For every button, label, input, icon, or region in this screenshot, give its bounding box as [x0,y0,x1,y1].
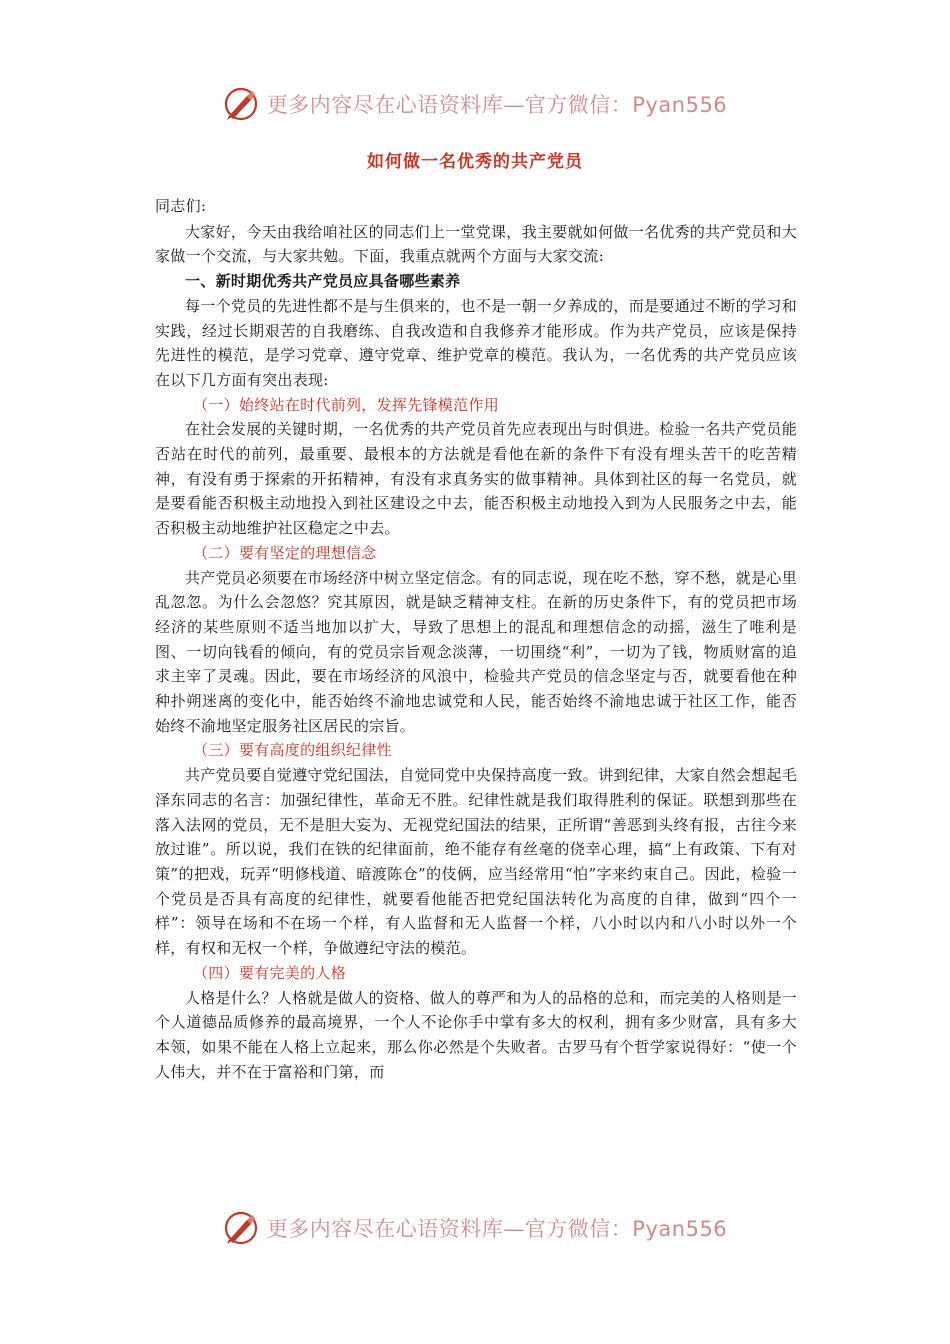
pen-logo-icon [223,86,259,122]
footer-banner-wechat: 官方微信：Pyan556 [524,1217,728,1241]
section-1-paragraph: 每一个党员的先进性都不是与生俱来的，也不是一朝一夕养成的，而是要通过不断的学习和实践，经过长期艰苦的自我磨练、自我改造和自我修养才能形成。作为共产党员，应该是保持先进性的模范，是学习党章、遵守党章、维护党章的模范。我认为，一名优秀的共产党员应该在以下几方面有突出表现: [155,296,798,389]
header-banner-main: 更多内容尽在心语资料库 [266,93,504,117]
subsection-1-paragraph: 在社会发展的关键时期，一名优秀的共产党员首先应表现出与时俱进。检验一名共产党员能否站在时代的前列，最重要、最根本的方法就是看他在新的条件下有没有埋头苦干的吃苦精神，有没有勇于探索的开拓精神，有没有求真务实的做事精神。具体到社区的每一名党员，就是要看能否积极主动地投入到社区建设之中去，能否积极主动地投入到为人民服务之中去，能否积极主动地维护社区稳定之中去。 [155,420,798,538]
footer-banner-main: 更多内容尽在心语资料库 [266,1217,504,1241]
section-1-heading: 一、新时期优秀共产党员应具备哪些素养 [185,272,461,291]
subsection-2-paragraph: 共产党员必须要在市场经济中树立坚定信念。有的同志说，现在吃不愁，穿不愁，就是心里乱忽忽。为什么会忽悠？究其原因，就是缺乏精神支柱。在新的历史条件下，有的党员把市场经济的某些原则不适当地加以扩大，导致了思想上的混乱和理想信念的动摇，滋生了唯利是图、一切向钱看的倾向，有的党员宗旨观念淡薄，一切围绕“利”，一切为了钱，物质财富的追求主宰了灵魂。因此，要在市场经济的风浪中，检验共产党员的信念坚定与否，就要看他在种种扑朔迷离的变化中，能否始终不渝地忠诚党和人民，能否始终不渝地忠诚于社区工作，能否始终不渝地坚定服务社区居民的宗旨。 [155,568,798,735]
document-body [155,194,797,1084]
subsection-4-paragraph: 人格是什么？人格就是做人的资格、做人的尊严和为人的品格的总和，而完美的人格则是一个人道德品质修养的最高境界，一个人不论你手中掌有多大的权利，拥有多少财富，具有多大本领，如果不能在人格上立起来，那么你必然是个失败者。古罗马有个哲学家说得好：“使一个人伟大，并不在于富裕和门第，而 [155,988,798,1081]
greeting: 同志们: [155,197,207,215]
intro-paragraph: 大家好，今天由我给咱社区的同志们上一堂党课，我主要就如何做一名优秀的共产党员和大家做一个交流，与大家共勉。下面，我重点就两个方面与大家交流: [155,222,798,266]
pen-logo-icon [223,1210,259,1246]
subsection-3-heading: （三）要有高度的组织纪律性 [193,741,392,760]
subsection-2-heading: （二）要有坚定的理想信念 [193,543,377,562]
subsection-4-heading: （四）要有完美的人格 [193,963,347,982]
header-banner-text [267,89,727,119]
footer-banner-dash: — [503,1217,525,1241]
header-banner-dash: — [503,93,525,117]
subsection-3-paragraph: 共产党员要自觉遵守党纪国法，自觉同党中央保持高度一致。讲到纪律，大家自然会想起毛泽东同志的名言：加强纪律性，革命无不胜。纪律性就是我们取得胜利的保证。联想到那些在落入法网的党员，无不是胆大妄为、无视党纪国法的结果，正所谓“善恶到头终有报，古往今来放过谁”。所以说，我们在铁的纪律面前，绝不能存有丝毫的侥幸心理，搞“上有政策、下有对策”的把戏，玩弄“明修栈道、暗渡陈仓”的伎俩，应当经常用“怕”字来约束自己。因此，检验一个党员是否具有高度的纪律性，就要看他能否把党纪国法转化为高度的自律，做到“四个一样”：领导在场和不在场一个样，有人监督和无人监督一个样，八小时以内和八小时以外一个样，有权和无权一个样，争做遵纪守法的模范。 [155,766,798,958]
footer-banner [0,1208,950,1248]
footer-banner-text [267,1213,727,1243]
subsection-1-heading: （一）始终站在时代前列，发挥先锋模范作用 [193,395,500,414]
document-title: 如何做一名优秀的共产党员 [367,152,583,172]
header-banner [0,84,950,124]
header-banner-wechat: 官方微信：Pyan556 [524,93,728,117]
